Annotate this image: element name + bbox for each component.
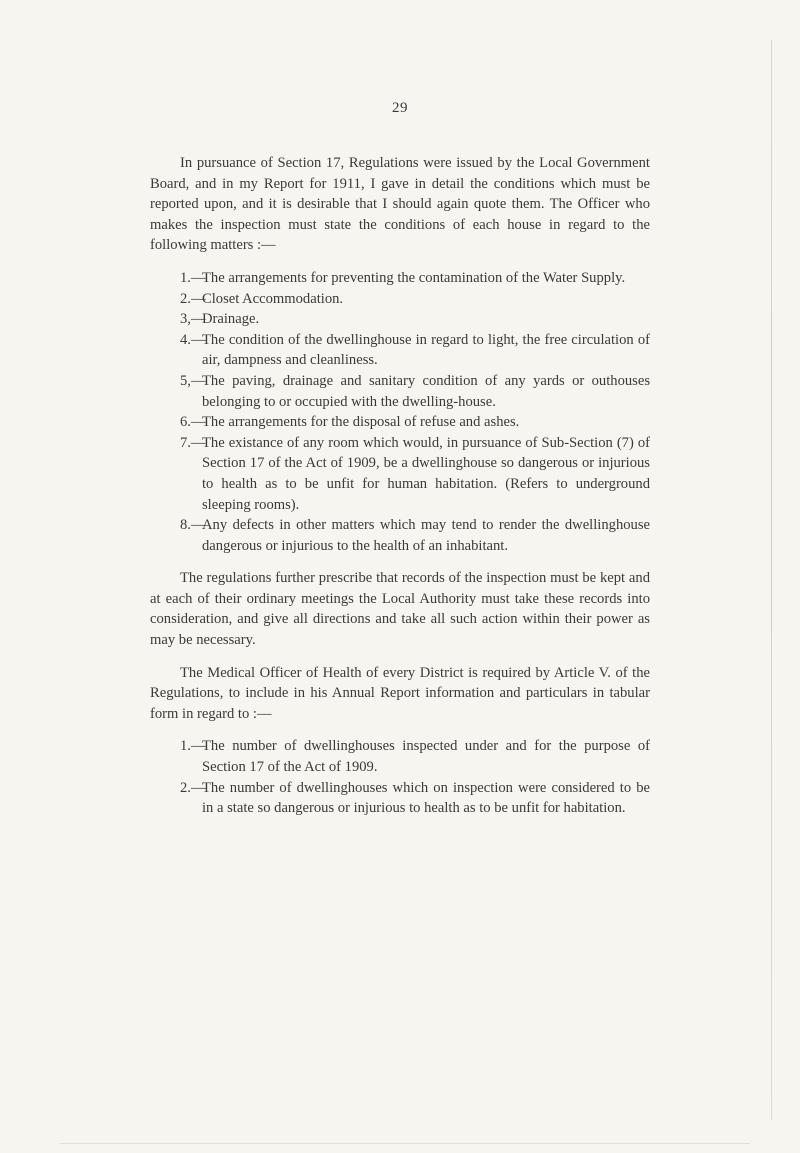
item-number: 1.— [180, 738, 206, 755]
item-text: Closet Accommodation. [202, 290, 344, 307]
spacer [150, 556, 650, 568]
item-text: The condition of the dwellinghouse in regard to light, the free circulation of air, dampness and cleanliness. [202, 331, 650, 369]
item-number: 1.— [180, 269, 206, 286]
spacer [150, 651, 650, 663]
list-item [150, 289, 650, 310]
page-edge-line [771, 40, 772, 1120]
item-number: 5,— [180, 372, 206, 389]
item-number: 3,— [180, 311, 206, 328]
item-number: 8.— [180, 517, 206, 534]
regulations-paragraph: The regulations further prescribe that records of the inspection must be kept and at each of their ordinary meetings the Local Authority must take these records into consideration, and give all directions and take all such action within their power as may be necessary. [150, 570, 650, 649]
page-number: 29 [392, 100, 408, 116]
list-item [150, 515, 650, 556]
item-number: 2.— [180, 290, 206, 307]
page-body [150, 153, 650, 819]
list-item [150, 778, 650, 819]
page-bottom-edge [60, 1143, 750, 1144]
spacer [150, 724, 650, 736]
tabular-items-list [150, 736, 650, 818]
list-item [150, 309, 650, 330]
article-paragraph: The Medical Officer of Health of every District is required by Article V. of the Regulations, to include in his Annual Report information and particulars in tabular form in regard to :— [150, 664, 650, 722]
item-text: The existance of any room which would, in pursuance of Sub-Section (7) of Section 17 of the Act of 1909, be a dwellinghouse so dangerous or injurious to health as to be unfit for human habitation. (Refers to underground sleeping rooms). [202, 434, 650, 513]
spacer [150, 256, 650, 268]
list-item [150, 330, 650, 371]
item-text: The arrangements for preventing the contamination of the Water Supply. [202, 269, 626, 286]
item-text: The arrangements for the disposal of refuse and ashes. [202, 414, 520, 431]
item-number: 7.— [180, 434, 206, 451]
intro-paragraph: In pursuance of Section 17, Regulations were issued by the Local Government Board, and in my Report for 1911, I gave in detail the conditions which must be reported upon, and it is desirable that I should again quote them. The Officer who makes the inspection must state the conditions of each house in regard to the following matters :— [150, 155, 650, 254]
list-item [150, 412, 650, 433]
item-number: 6.— [180, 414, 206, 431]
item-text: The number of dwellinghouses which on inspection were considered to be in a state so dangerous or injurious to health as to be unfit for habitation. [202, 779, 650, 817]
matters-list [150, 268, 650, 556]
list-item [150, 433, 650, 515]
item-text: The number of dwellinghouses inspected under and for the purpose of Section 17 of the Act of 1909. [202, 738, 650, 776]
item-text: Any defects in other matters which may tend to render the dwellinghouse dangerous or injurious to the health of an inhabitant. [202, 517, 650, 554]
item-text: The paving, drainage and sanitary condition of any yards or outhouses belonging to or occupied with the dwelling-house. [202, 372, 650, 410]
list-item [150, 371, 650, 412]
item-number: 4.— [180, 331, 206, 348]
list-item [150, 736, 650, 777]
item-text: Drainage. [202, 311, 260, 328]
list-item [150, 268, 650, 289]
item-number: 2.— [180, 779, 206, 796]
